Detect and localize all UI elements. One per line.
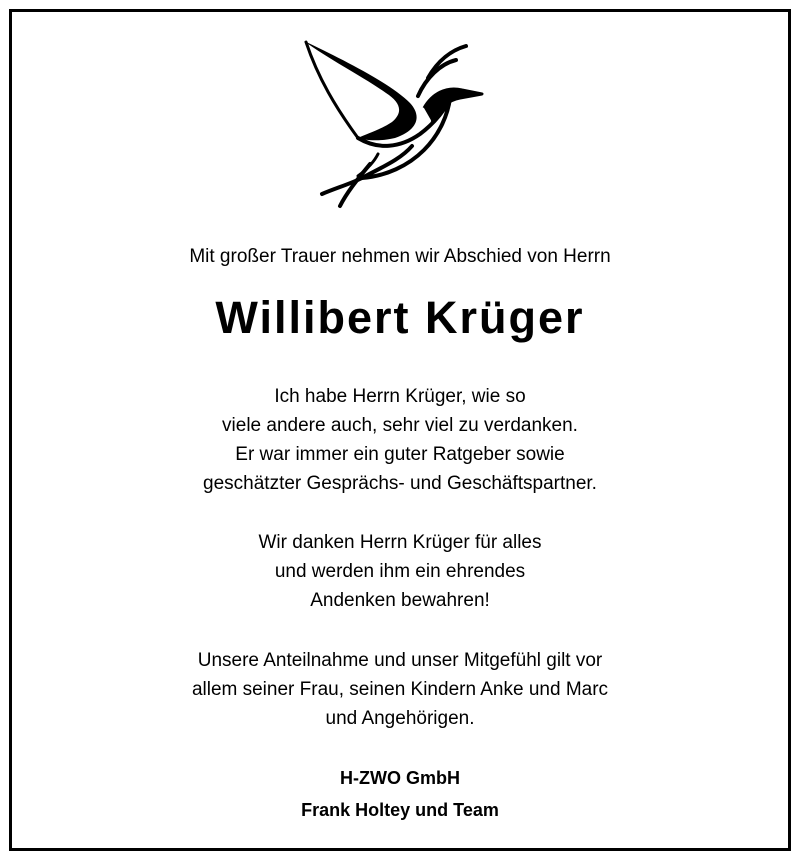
text-line: und werden ihm ein ehrendes — [274, 561, 526, 582]
intro-line: Mit großer Trauer nehmen wir Abschied von Herrn — [189, 246, 611, 267]
text-line: Ich habe Herrn Krüger, wie so — [274, 386, 526, 407]
deceased-name: Willibert Krüger — [215, 292, 585, 343]
text-line: Er war immer ein guter Ratgeber sowie — [235, 444, 565, 465]
signature-team: Frank Holtey und Team — [301, 800, 499, 820]
dove-icon — [300, 38, 490, 210]
signature-company: H-ZWO GmbH — [340, 768, 460, 788]
text-line: und Angehörigen. — [325, 708, 475, 729]
text-line: viele andere auch, sehr viel zu verdanken. — [222, 415, 578, 436]
signature — [0, 762, 800, 826]
text-line: Wir danken Herrn Krüger für alles — [258, 532, 542, 553]
text-line: geschätzter Gesprächs- und Geschäftspartner. — [203, 473, 597, 494]
text-line: Unsere Anteilnahme und unser Mitgefühl gilt vor — [197, 650, 603, 671]
paragraph-gratitude — [0, 382, 800, 498]
text-line: Andenken bewahren! — [310, 590, 490, 611]
paragraph-condolence — [0, 646, 800, 733]
paragraph-thanks — [0, 528, 800, 615]
text-line: allem seiner Frau, seinen Kindern Anke und Marc — [191, 679, 609, 700]
